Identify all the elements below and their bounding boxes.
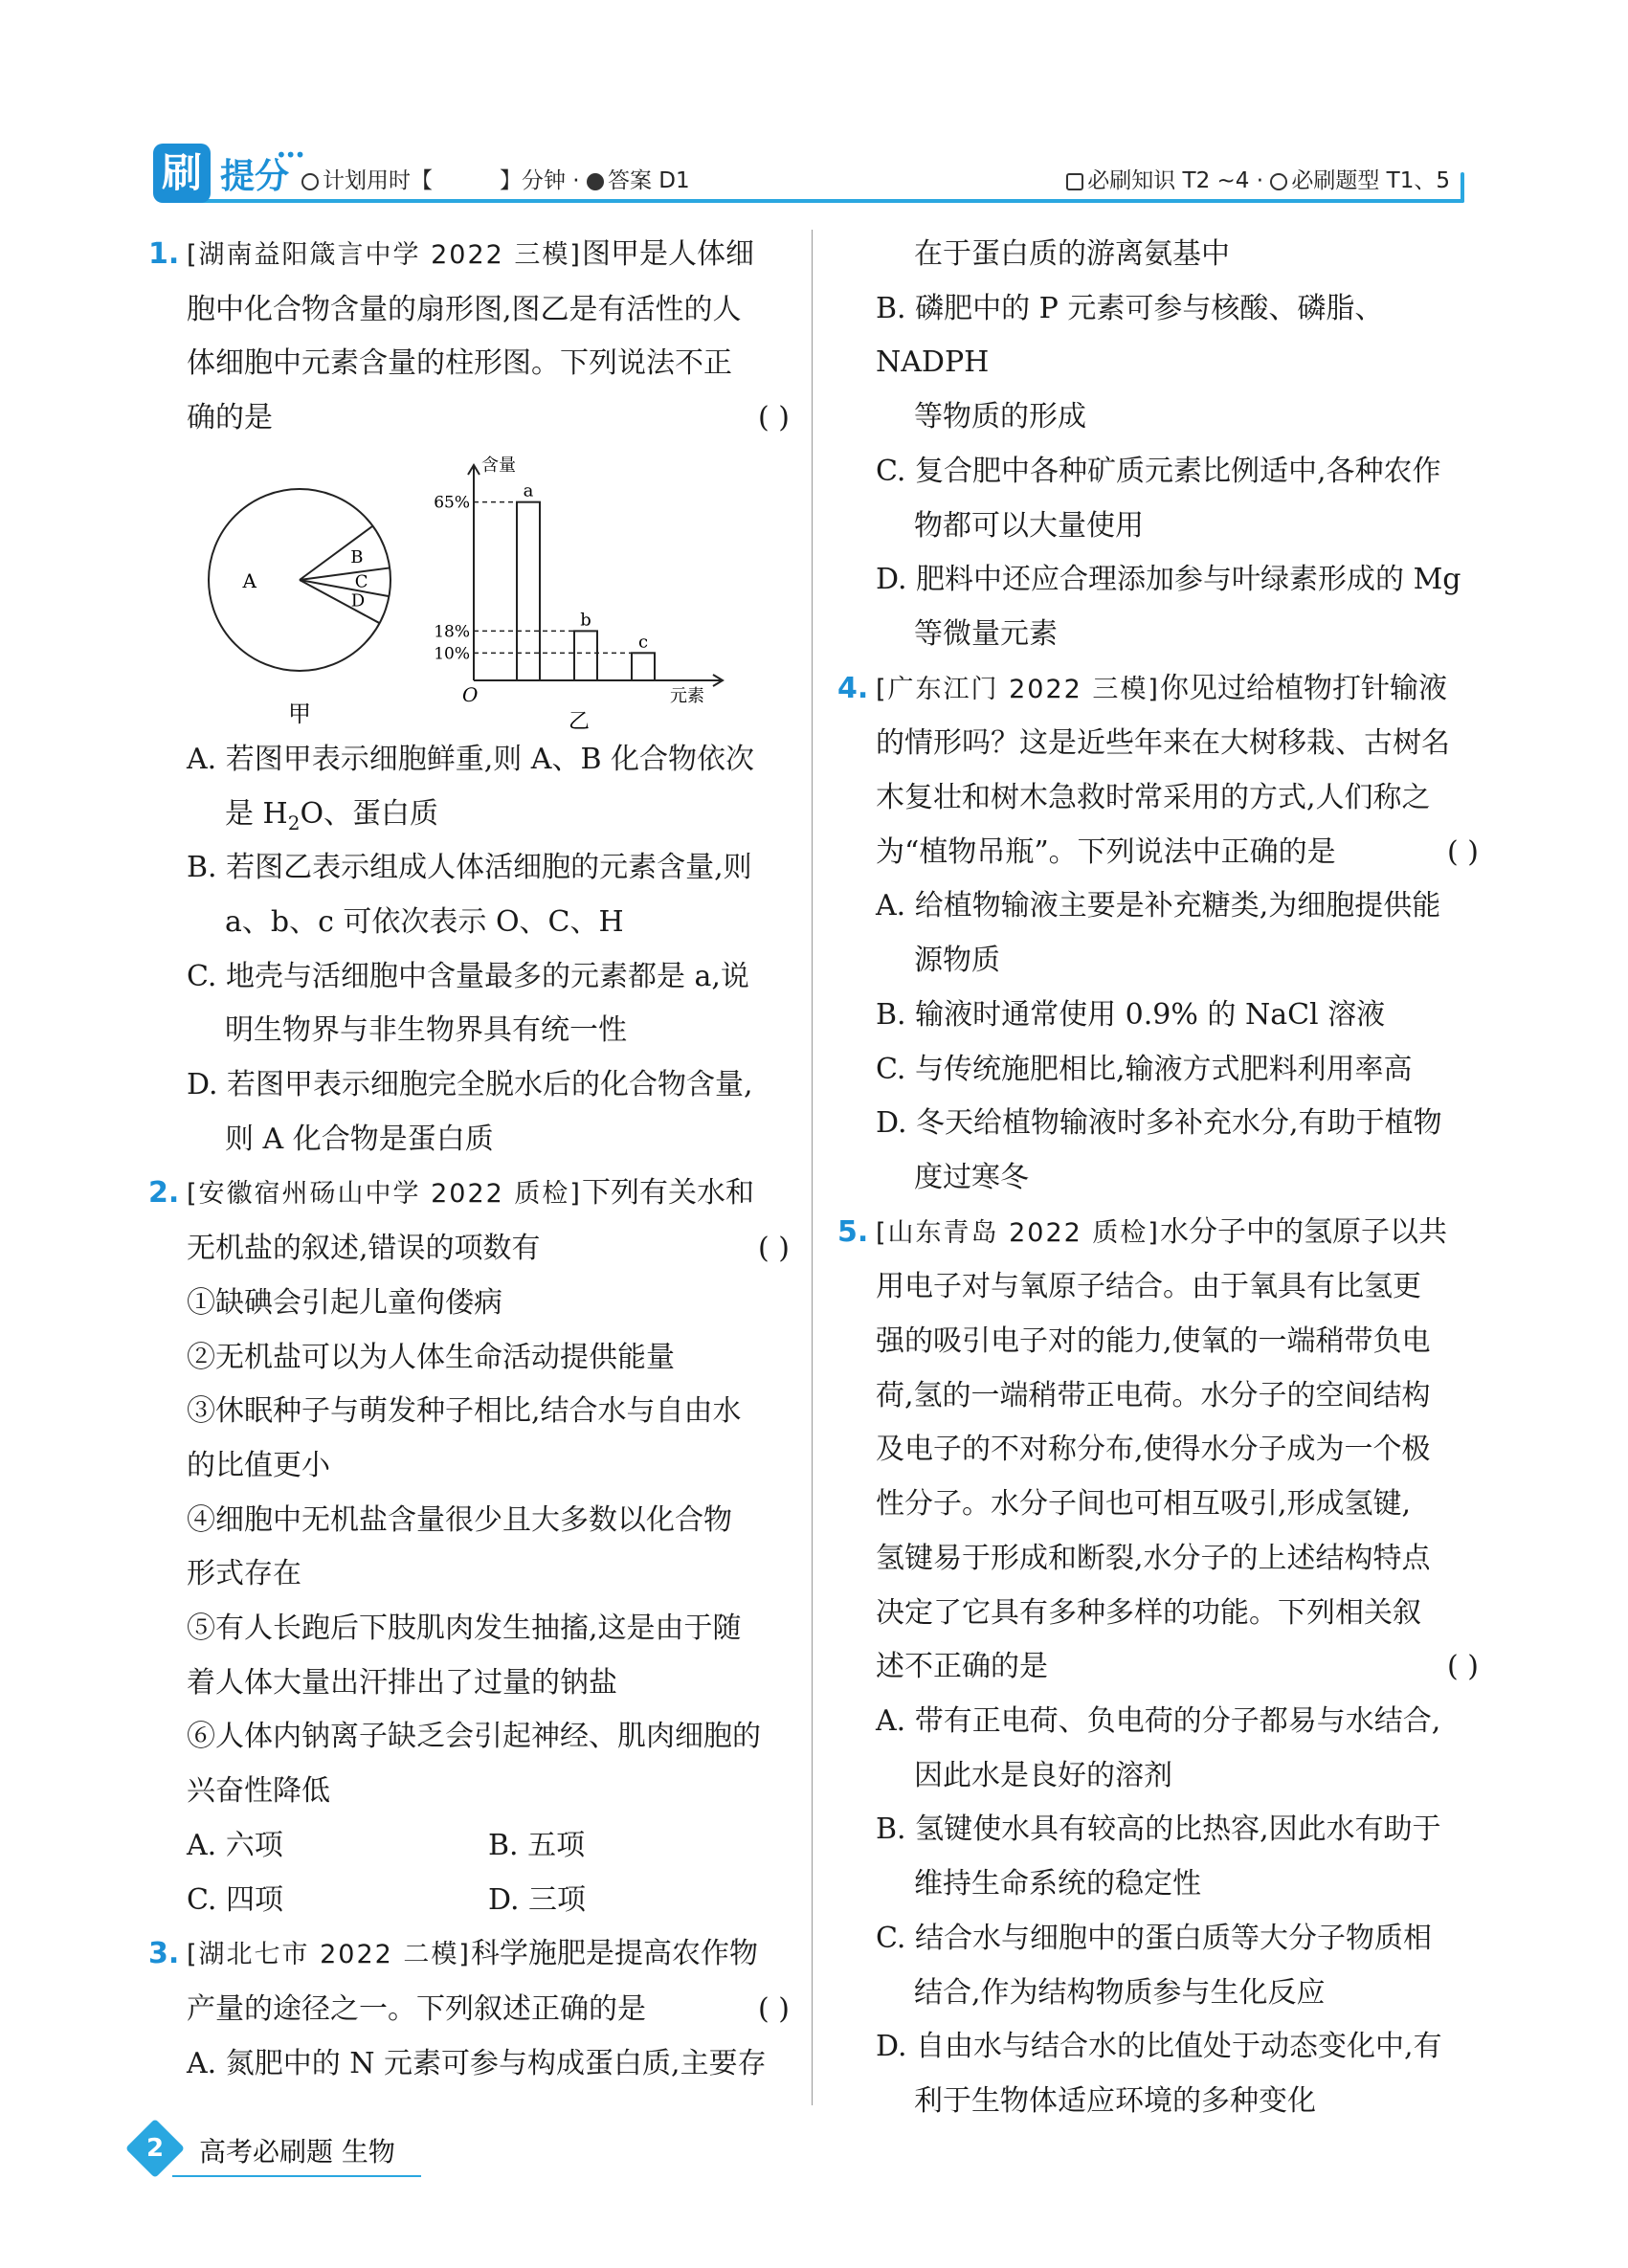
- statement-item-cont: 的比值更小: [187, 1448, 330, 1482]
- question-source: [山东青岛 2022 质检]: [876, 1217, 1160, 1248]
- brand-logo-dots: •••: [276, 144, 304, 167]
- column-divider: [812, 230, 813, 2105]
- header-plan-info: [301, 163, 690, 194]
- option-b: B. 磷肥中的 P 元素可参与核酸、磷脂、NADPH: [876, 291, 1384, 380]
- answer-paren: ( ): [758, 1232, 790, 1266]
- option-c-cont: 物都可以大量使用: [914, 508, 1144, 543]
- statement-item: ⑤有人长跑后下肢肌肉发生抽搐,这是由于随: [187, 1612, 742, 1646]
- question-number: 5.: [837, 1214, 869, 1249]
- question-number: 1.: [148, 237, 180, 271]
- question-1-figure: [187, 446, 790, 733]
- question-text-line: 无机盐的叙述,错误的项数有: [187, 1232, 541, 1266]
- page-footer: [134, 2120, 440, 2187]
- question-number: 4.: [837, 671, 869, 705]
- pie-label-c: C: [354, 571, 368, 592]
- question-text-line: 述不正确的是: [876, 1650, 1048, 1684]
- bar-chart: [434, 456, 723, 733]
- option-b-cont: a、b、c 可依次表示 O、C、H: [225, 904, 624, 939]
- question-text-line: 用电子对与氧原子结合。由于氧具有比氢更: [876, 1270, 1421, 1304]
- question-4: [837, 662, 1479, 1206]
- question-1: [148, 228, 790, 1167]
- question-text-line: 及电子的不对称分布,使得水分子成为一个极: [876, 1433, 1431, 1467]
- option-d: D. 冬天给植物输液时多补充水分,有助于植物: [876, 1106, 1442, 1141]
- clock-icon: [301, 173, 319, 190]
- option-d-cont: 等微量元素: [914, 616, 1058, 651]
- option-a-cont: 源物质: [914, 944, 1000, 978]
- statement-item-cont: 兴奋性降低: [187, 1774, 330, 1809]
- option-c: C. 地壳与活细胞中含量最多的元素都是 a,说: [187, 959, 749, 993]
- option-c: C. 复合肥中各种矿质元素比例适中,各种农作: [876, 454, 1441, 488]
- bar-c: [632, 653, 655, 680]
- option-b: B. 输液时通常使用 0.9% 的 NaCl 溶液: [876, 997, 1386, 1032]
- question-text-line: 你见过给植物打针输液: [1159, 671, 1447, 705]
- pie-label-b: B: [350, 546, 364, 567]
- choice-c: C. 四项: [187, 1882, 283, 1917]
- answer-paren: ( ): [1447, 1650, 1479, 1684]
- option-d-cont: 度过寒冬: [914, 1160, 1029, 1194]
- y-tick-label: 18%: [434, 622, 470, 642]
- option-b: B. 氢键使水具有较高的比热容,因此水有助于: [876, 1812, 1441, 1847]
- question-3: [148, 1927, 790, 2091]
- question-text-line: 决定了它具有多种多样的功能。下列相关叙: [876, 1595, 1421, 1630]
- pie-label-d: D: [350, 590, 366, 611]
- option-text: O、蛋白质: [300, 796, 439, 831]
- choice-b: B. 五项: [488, 1828, 586, 1862]
- question-text-line: 体细胞中元素含量的柱形图。下列说法不正: [187, 346, 732, 381]
- book-title: 高考必刷题 生物: [199, 2136, 395, 2168]
- right-column: [837, 228, 1479, 2129]
- brand-logo-char: 刷: [161, 149, 202, 196]
- question-5: [837, 1206, 1479, 2129]
- option-d: D. 若图甲表示细胞完全脱水后的化合物含量,: [187, 1068, 753, 1102]
- question-text-line: 水分子中的氢原子以共: [1159, 1214, 1447, 1249]
- statement-item-cont: 形式存在: [187, 1557, 301, 1591]
- option-d-cont: 利于生物体适应环境的多种变化: [914, 2083, 1316, 2118]
- book-icon: [1066, 173, 1083, 190]
- figure-svg: [187, 446, 761, 733]
- bar-caption: 乙: [568, 709, 591, 733]
- question-number: 2.: [148, 1176, 180, 1211]
- question-text-line: 确的是: [187, 401, 273, 435]
- option-c-cont: 结合,作为结构物质参与生化反应: [914, 1975, 1326, 2010]
- choice-a: A. 六项: [187, 1828, 283, 1862]
- choice-row: [148, 1874, 790, 1928]
- x-axis-label: 元素: [670, 685, 704, 706]
- must-know-label: 必刷知识 T2 ~4 ·: [1087, 168, 1264, 193]
- question-source: [湖北七市 2022 二模]: [187, 1940, 471, 1970]
- bar-label-b: b: [580, 610, 591, 631]
- option-a-cont: 在于蛋白质的游离氨基中: [914, 237, 1230, 271]
- y-tick-label: 10%: [434, 644, 470, 664]
- plan-suffix: 】分钟 ·: [500, 168, 580, 193]
- option-a-cont: [148, 788, 790, 842]
- question-text-line: 产量的途径之一。下列叙述正确的是: [187, 1991, 646, 2026]
- question-text-line: 的情形吗？这是近些年来在大树移栽、古树名: [876, 726, 1450, 761]
- option-a: A. 氮肥中的 N 元素可参与构成蛋白质,主要存: [187, 2046, 767, 2080]
- choice-d: D. 三项: [488, 1882, 587, 1917]
- option-d: D. 自由水与结合水的比值处于动态变化中,有: [876, 2030, 1442, 2064]
- choice-row: [148, 1819, 790, 1874]
- option-text: 是 H: [225, 796, 288, 831]
- option-b-cont: 等物质的形成: [914, 400, 1086, 434]
- option-c: C. 与传统施肥相比,输液方式肥料利用率高: [876, 1052, 1413, 1086]
- question-text-line: 强的吸引电子对的能力,使氧的一端稍带负电: [876, 1324, 1431, 1359]
- option-b-cont: 维持生命系统的稳定性: [914, 1867, 1201, 1901]
- statement-item: ⑥人体内钠离子缺乏会引起神经、肌肉细胞的: [187, 1720, 761, 1754]
- bar-label-c: c: [637, 632, 649, 653]
- header-rule: [172, 199, 1464, 203]
- header-rule-end: [1461, 172, 1464, 203]
- question-source: [湖南益阳箴言中学 2022 三模]: [187, 240, 582, 270]
- answer-paren: ( ): [758, 1991, 790, 2026]
- question-text-line: 木复壮和树木急救时常采用的方式,人们称之: [876, 781, 1431, 815]
- pie-chart: [209, 489, 390, 671]
- pie-label-a: A: [242, 568, 256, 592]
- question-3-continued: [837, 228, 1479, 662]
- option-a: A. 带有正电荷、负电荷的分子都易与水结合,: [876, 1703, 1441, 1738]
- question-text-line: 荷,氢的一端稍带正电荷。水分子的空间结构: [876, 1378, 1431, 1412]
- footer-rule: [172, 2175, 421, 2177]
- brand-logo-text: 提分: [220, 157, 290, 196]
- option-a-cont: 因此水是良好的溶剂: [914, 1758, 1172, 1792]
- answer-paren: ( ): [758, 401, 790, 435]
- header-topic-info: [1066, 163, 1450, 194]
- question-text-line: 科学施肥是提高农作物: [470, 1937, 758, 1971]
- bar-b: [574, 631, 597, 680]
- left-column: [148, 228, 790, 2091]
- statement-item: ①缺碘会引起儿童佝偻病: [187, 1285, 502, 1320]
- question-text-line: 性分子。水分子间也可相互吸引,形成氢键,: [876, 1487, 1412, 1522]
- question-text-line: 氢键易于形成和断裂,水分子的上述结构特点: [876, 1541, 1431, 1575]
- statement-item: ④细胞中无机盐含量很少且大多数以化合物: [187, 1502, 732, 1537]
- question-text-line: 下列有关水和: [581, 1176, 754, 1211]
- plan-label: 计划用时【: [323, 168, 433, 193]
- origin-label: O: [462, 682, 479, 706]
- question-2: [148, 1167, 790, 1927]
- option-c-cont: 明生物界与非生物界具有统一性: [225, 1013, 627, 1048]
- statement-item-cont: 着人体大量出汗排出了过量的钠盐: [187, 1665, 617, 1700]
- target-icon: [1270, 173, 1287, 190]
- answer-label: 答案 D1: [607, 168, 690, 193]
- answer-icon: [587, 173, 604, 190]
- question-text-line: 为“植物吊瓶”。下列说法中正确的是: [876, 834, 1336, 869]
- y-axis-label: 含量: [481, 455, 516, 476]
- subscript: 2: [287, 811, 301, 834]
- option-a: A. 给植物输液主要是补充糖类,为细胞提供能: [876, 889, 1441, 923]
- brand-logo: [153, 144, 211, 203]
- option-c: C. 结合水与细胞中的蛋白质等大分子物质相: [876, 1921, 1432, 1955]
- question-text-line: 胞中化合物含量的扇形图,图乙是有活性的人: [187, 292, 742, 326]
- bar-label-a: a: [523, 480, 534, 501]
- question-source: [广东江门 2022 三模]: [876, 674, 1160, 704]
- option-b: B. 若图乙表示组成人体活细胞的元素含量,则: [187, 851, 752, 885]
- answer-paren: ( ): [1447, 834, 1479, 869]
- option-a: A. 若图甲表示细胞鲜重,则 A、B 化合物依次: [187, 742, 755, 776]
- must-type-label: 必刷题型 T1、5: [1291, 168, 1450, 193]
- question-number: 3.: [148, 1937, 180, 1971]
- option-d-cont: 则 A 化合物是蛋白质: [225, 1122, 494, 1156]
- y-tick-label: 65%: [434, 493, 470, 513]
- statement-item: ②无机盐可以为人体生命活动提供能量: [187, 1340, 675, 1374]
- statement-item: ③休眠种子与萌发种子相比,结合水与自由水: [187, 1394, 742, 1429]
- question-source: [安徽宿州砀山中学 2022 质检]: [187, 1179, 582, 1210]
- question-text-line: 图甲是人体细: [581, 237, 754, 271]
- option-d: D. 肥料中还应合理添加参与叶绿素形成的 Mg: [876, 563, 1461, 597]
- pie-caption: 甲: [288, 700, 311, 727]
- page-header: [153, 144, 1464, 211]
- page-number: 2: [145, 2134, 165, 2163]
